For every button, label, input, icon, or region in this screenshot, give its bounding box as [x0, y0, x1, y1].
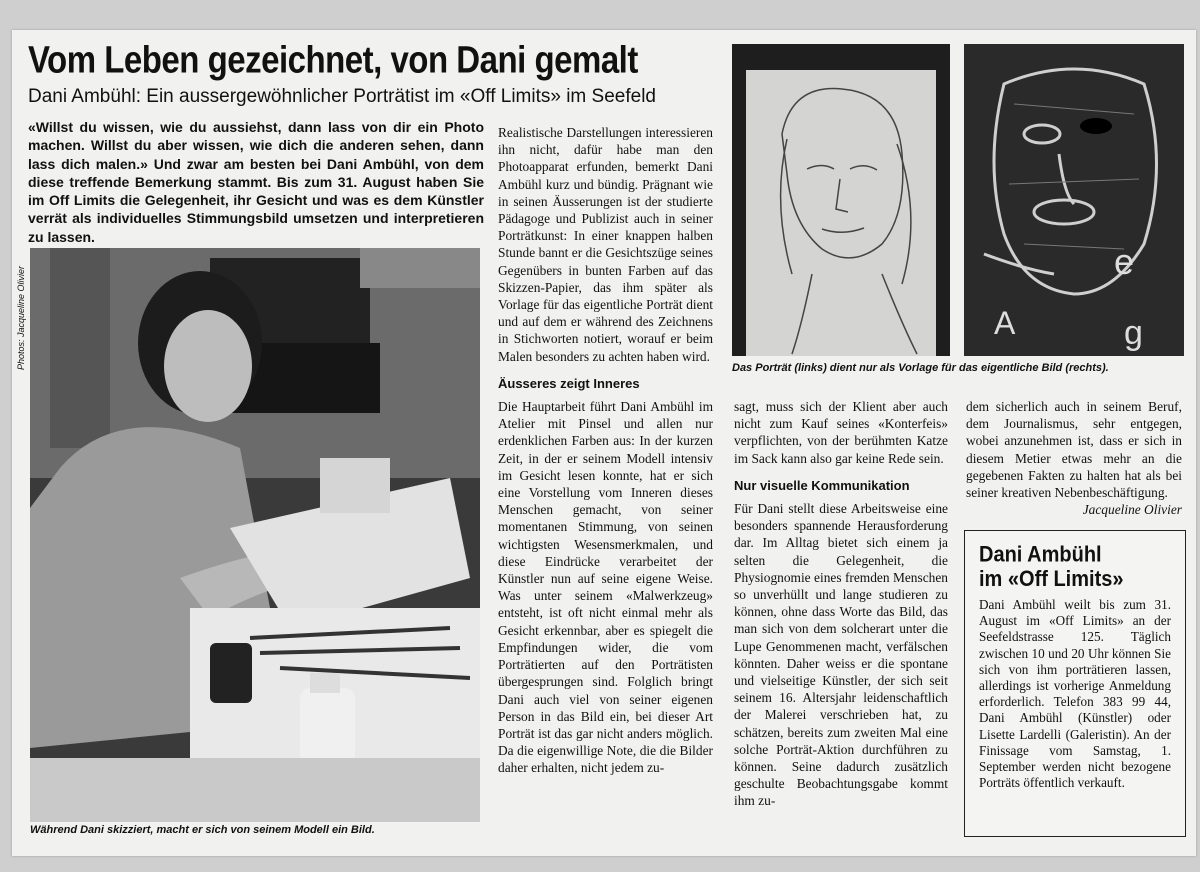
paragraph: Realistische Darstellungen interessieren ihn nicht, dafür habe man den Photoapparat erfunden, bemerkt Dani Ambühl kurz und bündig. Prägnant wie in seinen Äusserungen ist der studierte Pädagoge und Publizist auch in seiner Porträtkunst: In einer knappen halben Stunde bannt er die Gesichtszüge seines Gegenübers in bunten Farben auf das Skizzen-Papier, das ihm später als Vorlage für das eigentliche Porträt dient und auf dem er während des Zeichnens in Stichworten notiert, worauf er beim Malen besonders zu achten haben wird.: [498, 125, 713, 364]
subheading: Nur visuelle Kommunikation: [734, 477, 910, 493]
info-box-title-line1: Dani Ambühl: [979, 543, 1102, 568]
photo-credit: Photos: Jacqueline Olivier: [16, 265, 26, 370]
headline: Vom Leben gezeichnet, von Dani gemalt: [28, 38, 638, 81]
lead-paragraph: «Willst du wissen, wie du aussiehst, dann lass von dir ein Photo machen. Willst du aber wissen, wie dich die anderen sehen, dann lass dich malen.» Und zwar am besten bei Dani Ambühl, von dem diese treffende Bemerkung stammt. Bis zum 31. August haben Sie im Off Limits die Gelegenheit, ihr Gesicht und was es dem Künstler verrät als individuelles Stimmungsbild umsetzen und interpretieren zu lassen.: [28, 119, 484, 245]
info-box-title-line2: im «Off Limits»: [979, 567, 1124, 592]
sketch-portrait-photo: [732, 44, 950, 356]
svg-text:e: e: [1114, 241, 1135, 282]
info-box-text: Dani Ambühl weilt bis zum 31. August im «Off Limits» an der Seefeldstrasse 125. Täglich zwischen 10 und 20 Uhr können Sie sich von ihm porträtieren lassen, allerdings ist vorherige Anmeldung erforderlich. Telefon 383 99 44, Dani Ambühl (Künstler) oder Lisette Lardelli (Galeristin). An der Finissage vom Samstag, 1. September werden nicht bezogene Porträts öffentlich verkauft.: [979, 597, 1171, 791]
photo1-caption: Während Dani skizziert, macht er sich von seinem Modell ein Bild.: [30, 824, 375, 836]
info-box-title: [979, 543, 1171, 591]
painted-portrait-photo: [964, 44, 1184, 356]
article-column-2: [498, 124, 713, 777]
paragraph: Die Hauptarbeit führt Dani Ambühl im Atelier mit Pinsel und allen nur erdenklichen Farben aus: In der kurzen Zeit, in der er seinem Modell intensiv im Gesicht lesen konnte, hat er sich eine Vorstellung vom Inneren dieses Menschen gemacht, von seiner momentanen Stimmung, von seinen wichtigsten Wesensmerkmalen, und diese Eindrücke verarbeitet der Künstler nun auf seine eigene Weise. Was unter seinem «Malwerkzeug» entsteht, ist oft nicht einmal mehr als Gesicht erkennbar, aber es spiegelt die Empfindungen wider, die vom Porträtierten auf den Porträtisten übergesprungen sind. Folglich bringt Dani auch viel von seiner eigenen Person in das Bild ein, bei dieser Art Porträt ist das gar nicht anders möglich. Da die eigenwillige Note, die die Bilder daher erhalten, nicht jedem zu-: [498, 399, 713, 776]
artist-sketching-photo: [30, 248, 480, 822]
svg-text:A: A: [994, 305, 1016, 341]
subheadline: Dani Ambühl: Ein aussergewöhnlicher Porträtist im «Off Limits» im Seefeld: [28, 86, 656, 107]
author-byline: Jacqueline Olivier: [1082, 502, 1182, 518]
photo2-caption: Das Porträt (links) dient nur als Vorlage für das eigentliche Bild (rechts).: [732, 362, 1109, 374]
info-box: [964, 530, 1186, 837]
svg-text:g: g: [1124, 314, 1143, 352]
article-column-3: [734, 398, 948, 810]
paragraph: dem sicherlich auch in seinem Beruf, dem Journalismus, sehr entgegen, wobei anzunehmen ist, dass er sich in diesem Metier etwas mehr an die gegebenen Fakten zu halten hat als bei seiner kreativen Nebenbeschäftigung.: [966, 399, 1182, 501]
paragraph: sagt, muss sich der Klient aber auch nicht zum Kauf seines «Konterfeis» verpflichten, von der berühmten Katze im Sack kann also gar keine Rede sein.: [734, 399, 948, 466]
article-column-4: [966, 398, 1182, 518]
subheading: Äusseres zeigt Inneres: [498, 375, 640, 391]
paragraph: Für Dani stellt diese Arbeitsweise eine besonders spannende Herausforderung dar. Im Alltag bietet sich einem ja selten die Gelegenheit, die Physiognomie eines fremden Menschen so unverhüllt und lange studieren zu können, ohne dass Worte das Bild, das man sich von dem solcherart unter die Lupe Genommenen macht, verfälschen könnten. Daher weiss er die spontane und vielseitige Künstler, der sich seit seinem 16. Altersjahr leidenschaftlich der Malerei verschrieben hat, zu schätzen, bereits zum zweiten Mal eine solche Porträt-Aktion durchführen zu können. Seine dadurch zusätzlich geschulte Beobachtungsgabe kommt ihm zu-: [734, 501, 948, 809]
